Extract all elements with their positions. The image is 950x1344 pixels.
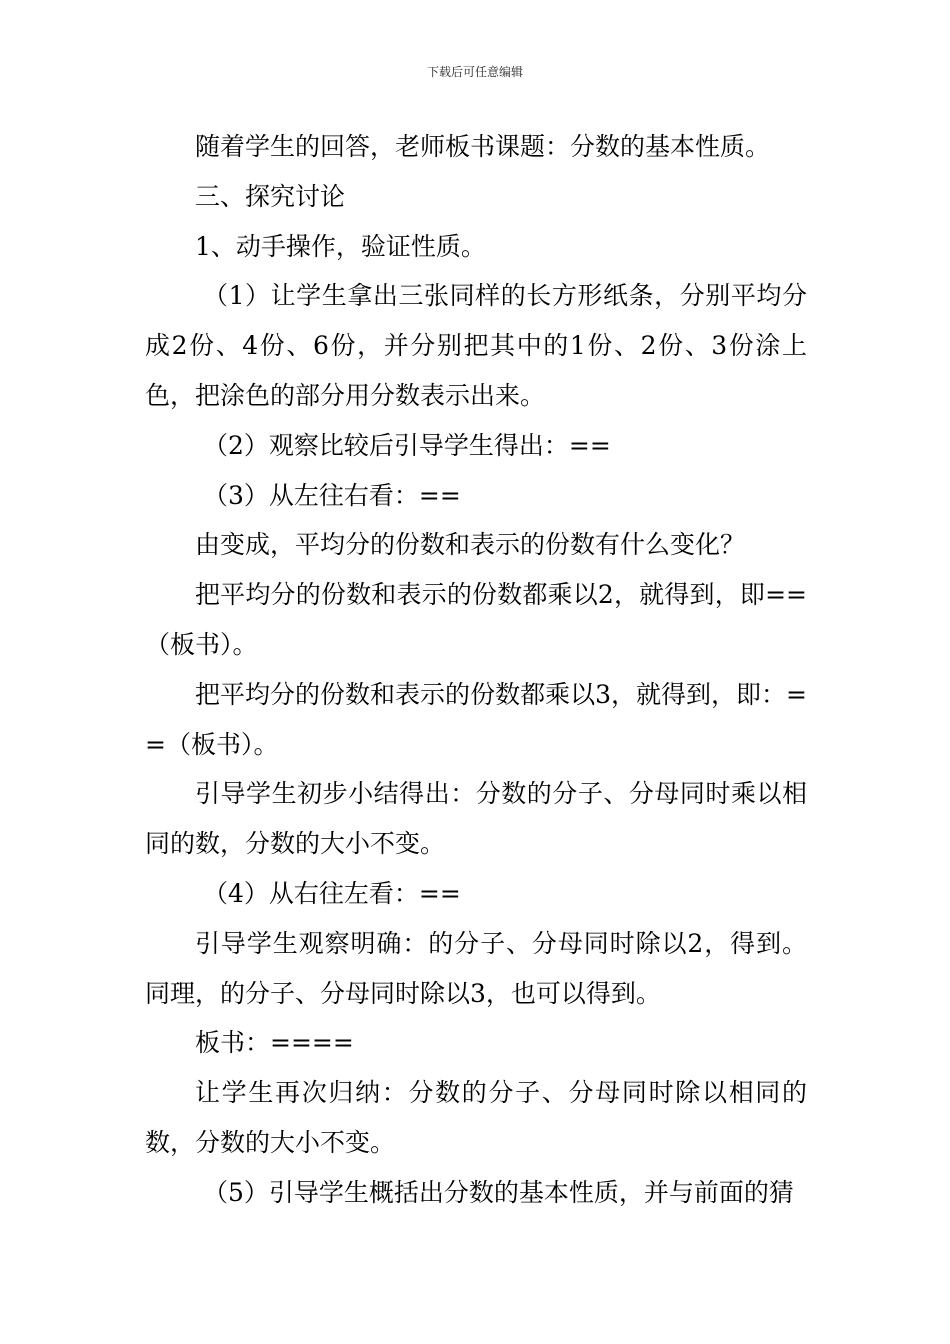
paragraph-step-2: （2）观察比较后引导学生得出：== [203,430,611,460]
paragraph-board: 板书：==== [195,1028,354,1058]
paragraph-step-1: （1）让学生拿出三张同样的长方形纸条，分别平均分成2份、4份、6份，并分别把其中的1份、2份、3份涂上色，把涂色的部分用分数表示出来。 [145,281,807,410]
section-heading: 三、探究讨论 [195,181,346,211]
paragraph-step-4: （4）从右往左看：== [203,878,461,908]
page-header: 下载后可任意编辑 [426,65,523,79]
paragraph-1: 随着学生的回答，老师板书课题：分数的基本性质。 [195,132,771,161]
paragraph-multiply-2: 把平均分的份数和表示的份数都乘以2，就得到，即==（板书）。 [145,580,807,659]
paragraph-step-5: （5）引导学生概括出分数的基本性质，并与前面的猜 [203,1177,794,1207]
paragraph-divide: 引导学生观察明确：的分子、分母同时除以2，得到。同理，的分子、分母同时除以3，也可以得到。 [145,928,807,1008]
paragraph-summary-2: 让学生再次归纳：分数的分子、分母同时除以相同的数，分数的大小不变。 [145,1078,807,1157]
paragraph-step-3: （3）从左往右看：== [203,480,461,510]
subsection-heading: 1、动手操作，验证性质。 [195,231,486,261]
document-body [145,122,807,1218]
paragraph-question: 由变成，平均分的份数和表示的份数有什么变化？ [195,530,746,560]
paragraph-summary-1: 引导学生初步小结得出：分数的分子、分母同时乘以相同的数，分数的大小不变。 [145,779,807,859]
paragraph-multiply-3: 把平均分的份数和表示的份数都乘以3，就得到，即：==（板书）。 [145,679,807,759]
